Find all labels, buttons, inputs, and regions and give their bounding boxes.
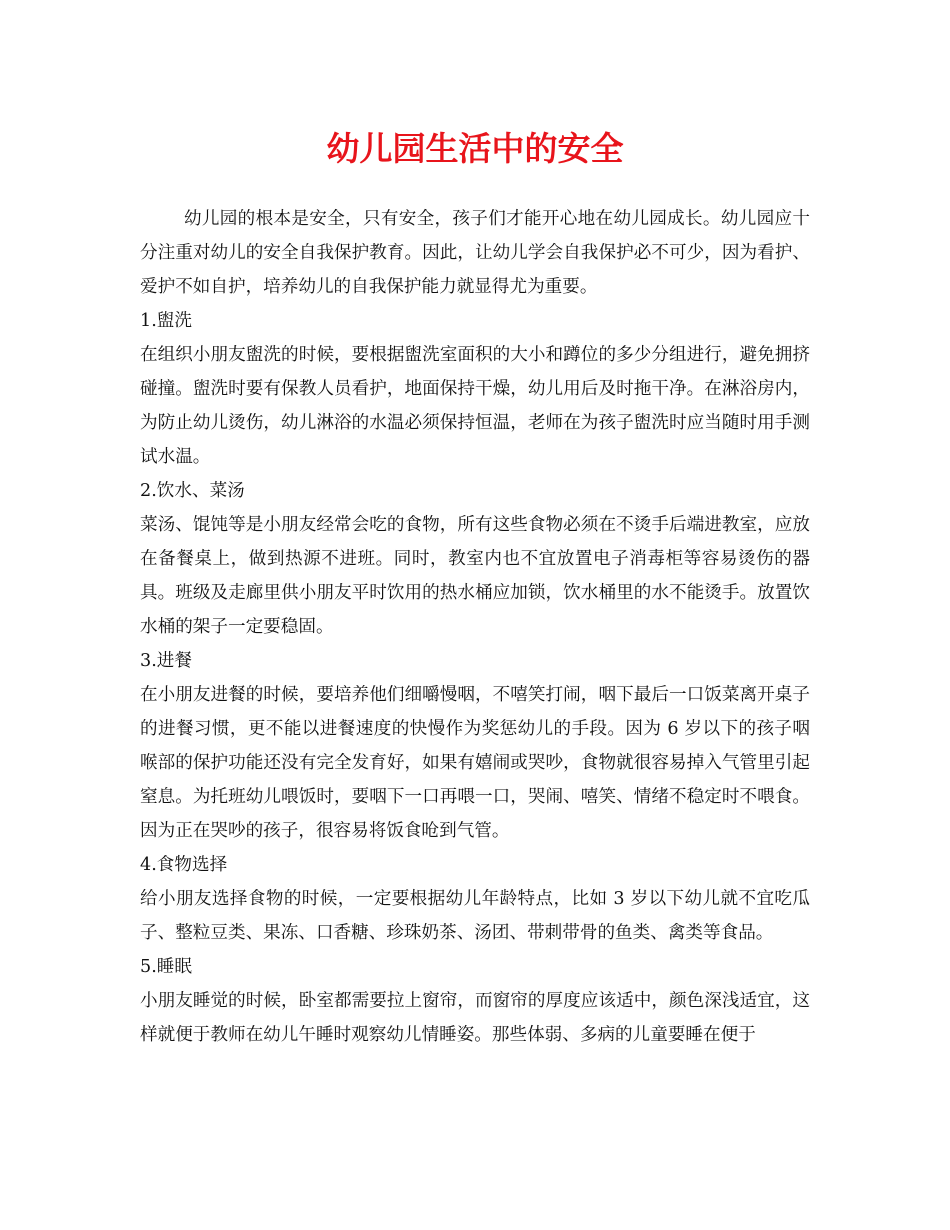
section-heading-sleep: 5.睡眠: [140, 957, 192, 977]
page-title: 幼儿园生活中的安全: [326, 129, 624, 168]
section-text-washing: 在组织小朋友盥洗的时候，要根据盥洗室面积的大小和蹲位的多少分组进行，避免拥挤碰撞。盥洗时要有保教人员看护，地面保持干燥，幼儿用后及时拖干净。在淋浴房内，为防止幼儿烫伤，幼儿淋浴的水温必须保持恒温，老师在为孩子盥洗时应当随时用手测试水温。: [140, 345, 810, 467]
section-heading-drinking: 2.饮水、菜汤: [140, 481, 245, 501]
section-heading-food-choice: 4.食物选择: [140, 855, 228, 875]
section-text-meals: 在小朋友进餐的时候，要培养他们细嚼慢咽，不嘻笑打闹，咽下最后一口饭菜离开桌子的进餐习惯，更不能以进餐速度的快慢作为奖惩幼儿的手段。因为 6 岁以下的孩子咽喉部的保护功能还没有完全发育好，如果有嬉闹或哭吵，食物就很容易掉入气管里引起窒息。为托班幼儿喂饭时，要咽下一口再喂一口，哭闹、嘻笑、情绪不稳定时不喂食。因为正在哭吵的孩子，很容易将饭食呛到气管。: [140, 685, 810, 841]
section-text-sleep: 小朋友睡觉的时候，卧室都需要拉上窗帘，而窗帘的厚度应该适中，颜色深浅适宜，这样就便于教师在幼儿午睡时观察幼儿情睡姿。那些体弱、多病的儿童要睡在便于: [140, 991, 810, 1045]
document-body: [140, 202, 810, 1052]
intro-paragraph: 幼儿园的根本是安全，只有安全，孩子们才能开心地在幼儿园成长。幼儿园应十分注重对幼儿的安全自我保护教育。因此，让幼儿学会自我保护必不可少，因为看护、爱护不如自护，培养幼儿的自我保护能力就显得尤为重要。: [140, 209, 810, 297]
section-heading-washing: 1.盥洗: [140, 311, 192, 331]
section-text-food-choice: 给小朋友选择食物的时候，一定要根据幼儿年龄特点，比如 3 岁以下幼儿就不宜吃瓜子、整粒豆类、果冻、口香糖、珍珠奶茶、汤团、带刺带骨的鱼类、禽类等食品。: [140, 889, 810, 943]
section-heading-meals: 3.进餐: [140, 651, 192, 671]
section-text-drinking: 菜汤、馄饨等是小朋友经常会吃的食物，所有这些食物必须在不烫手后端进教室，应放在备餐桌上，做到热源不进班。同时，教室内也不宜放置电子消毒柜等容易烫伤的器具。班级及走廊里供小朋友平时饮用的热水桶应加锁，饮水桶里的水不能烫手。放置饮水桶的架子一定要稳固。: [140, 515, 810, 637]
